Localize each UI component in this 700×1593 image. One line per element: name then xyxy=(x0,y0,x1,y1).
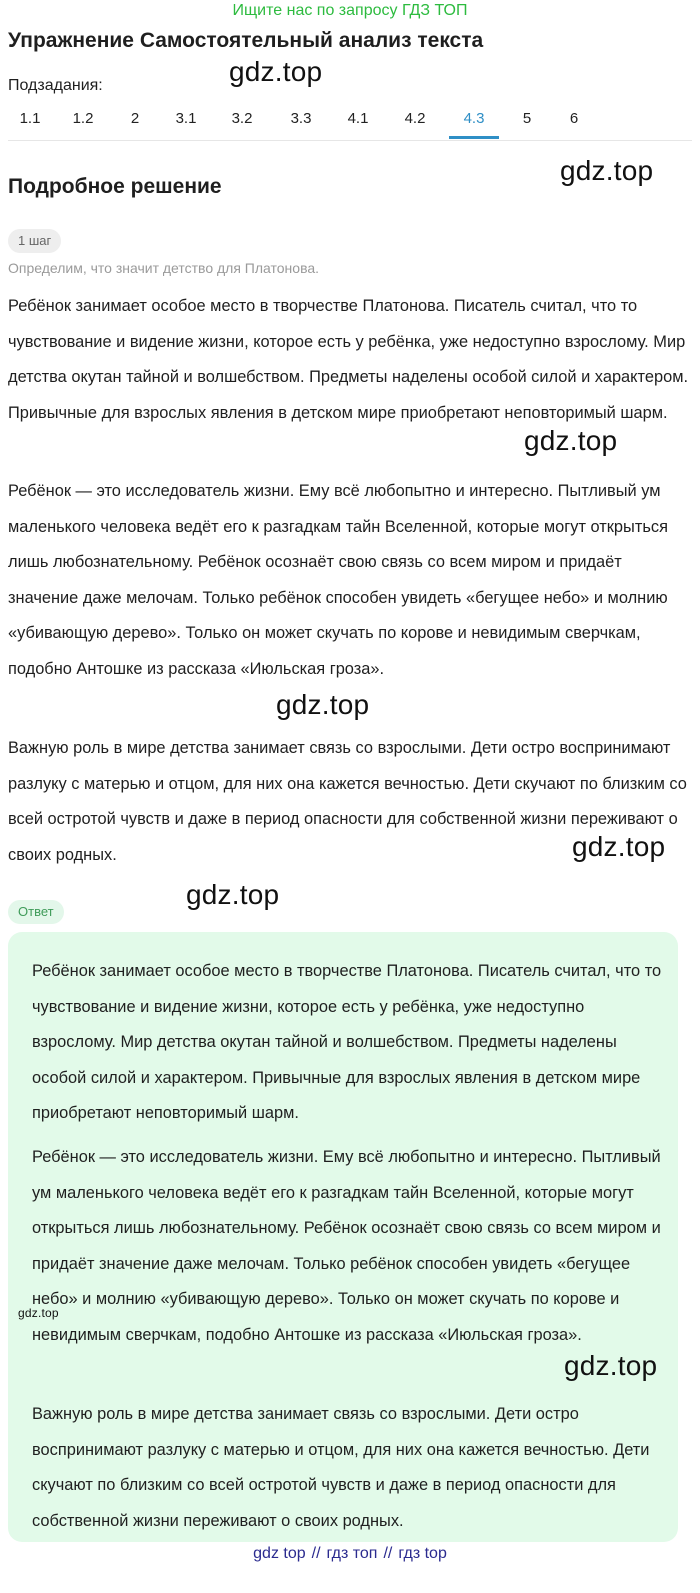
footer-link-gdz-top-ru[interactable]: гдз топ xyxy=(326,1545,378,1562)
watermark: gdz.top xyxy=(186,879,280,910)
solution-title: Подробное решение xyxy=(8,175,222,198)
tab-3-2[interactable]: 3.2 xyxy=(231,110,253,127)
answer-paragraph-1: Ребёнок занимает особое место в творчестве Платонова. Писатель считал, что то чувствование и видение жизни, которое есть у ребёнка, уже недоступно взрослому. Мир детства окутан тайной и волшебством. Предметы наделены особой силой и характером. Привычные для взрослых явления в детском мире приобретают неповторимый шарм. xyxy=(32,962,662,1122)
tab-4-3[interactable]: 4.3 xyxy=(449,100,499,138)
tab-6[interactable]: 6 xyxy=(569,110,579,127)
subtasks-label: Подзадания: xyxy=(8,77,103,94)
footer-separator: // xyxy=(311,1545,321,1562)
footer-link-gdz-top-mixed[interactable]: гдз top xyxy=(398,1545,447,1562)
footer-separator: // xyxy=(383,1545,393,1562)
watermark: gdz.top xyxy=(524,425,618,456)
tab-4-1[interactable]: 4.1 xyxy=(347,110,369,127)
tab-3-1[interactable]: 3.1 xyxy=(175,110,197,127)
solution-paragraph-3: Важную роль в мире детства занимает связь со взрослыми. Дети остро воспринимают разлуку с матерью и отцом, для них она кажется вечностью. Дети скучают по близким со всей остротой чувств и даже в период опасности для собственной жизни переживают о своих родных. xyxy=(8,739,687,864)
watermark: gdz.top xyxy=(572,831,666,862)
page-title: Упражнение Самостоятельный анализ текста xyxy=(8,29,484,52)
footer-links xyxy=(0,1543,700,1565)
tab-3-3[interactable]: 3.3 xyxy=(290,110,312,127)
answer-paragraph-3: Важную роль в мире детства занимает связь со взрослыми. Дети остро воспринимают разлуку с матерью и отцом, для них она кажется вечностью. Дети скучают по близким со всей остротой чувств и даже в период опасности для собственной жизни переживают о своих родных. xyxy=(32,1405,650,1530)
solution-paragraph-2: Ребёнок — это исследователь жизни. Ему всё любопытно и интересно. Пытливый ум маленького человека ведёт его к разгадкам тайн Вселенной, которые могут открыться лишь любознательному. Ребёнок осознаёт свою связь со всем миром и придаёт значение даже мелочам. Только ребёнок способен увидеть «бегущее небо» и молнию «убивающую дерево». Только он может скучать по корове и невидимым сверчкам, подобно Антошке из рассказа «Июльская гроза». xyxy=(8,482,668,678)
step-badge: 1 шаг xyxy=(8,229,61,253)
watermark: gdz.top xyxy=(564,1350,658,1381)
footer-link-gdz-top[interactable]: gdz top xyxy=(253,1545,306,1562)
tab-1-2[interactable]: 1.2 xyxy=(72,110,94,127)
watermark: gdz.top xyxy=(560,155,654,186)
watermark: gdz.top xyxy=(276,689,370,720)
tab-1-1[interactable]: 1.1 xyxy=(19,110,41,127)
tab-2[interactable]: 2 xyxy=(130,110,140,127)
watermark: gdz.top xyxy=(229,56,323,87)
solution-paragraph-1: Ребёнок занимает особое место в творчестве Платонова. Писатель считал, что то чувствование и видение жизни, которое есть у ребёнка, уже недоступно взрослому. Мир детства окутан тайной и волшебством. Предметы наделены особой силой и характером. Привычные для взрослых явления в детском мире приобретают неповторимый шарм. xyxy=(8,297,689,422)
search-banner: Ищите нас по запросу ГДЗ ТОП xyxy=(232,2,468,19)
answer-paragraph-2: Ребёнок — это исследователь жизни. Ему всё любопытно и интересно. Пытливый ум маленького человека ведёт его к разгадкам тайн Вселенной, которые могут открыться лишь любознательному. Ребёнок осознаёт свою связь со всем миром и придаёт значение даже мелочам. Только ребёнок способен увидеть «бегущее небо» и молнию «убивающую дерево». Только он может скучать по корове и невидимым сверчкам, подобно Антошке из рассказа «Июльская гроза». xyxy=(32,1148,661,1344)
tab-5[interactable]: 5 xyxy=(522,110,532,127)
watermark: gdz.top xyxy=(18,1306,59,1320)
subtask-tabs xyxy=(0,100,700,140)
tabs-divider xyxy=(8,140,692,141)
answer-badge: Ответ xyxy=(8,900,64,924)
tab-4-2[interactable]: 4.2 xyxy=(404,110,426,127)
step-hint: Определим, что значит детство для Платонова. xyxy=(8,260,320,276)
